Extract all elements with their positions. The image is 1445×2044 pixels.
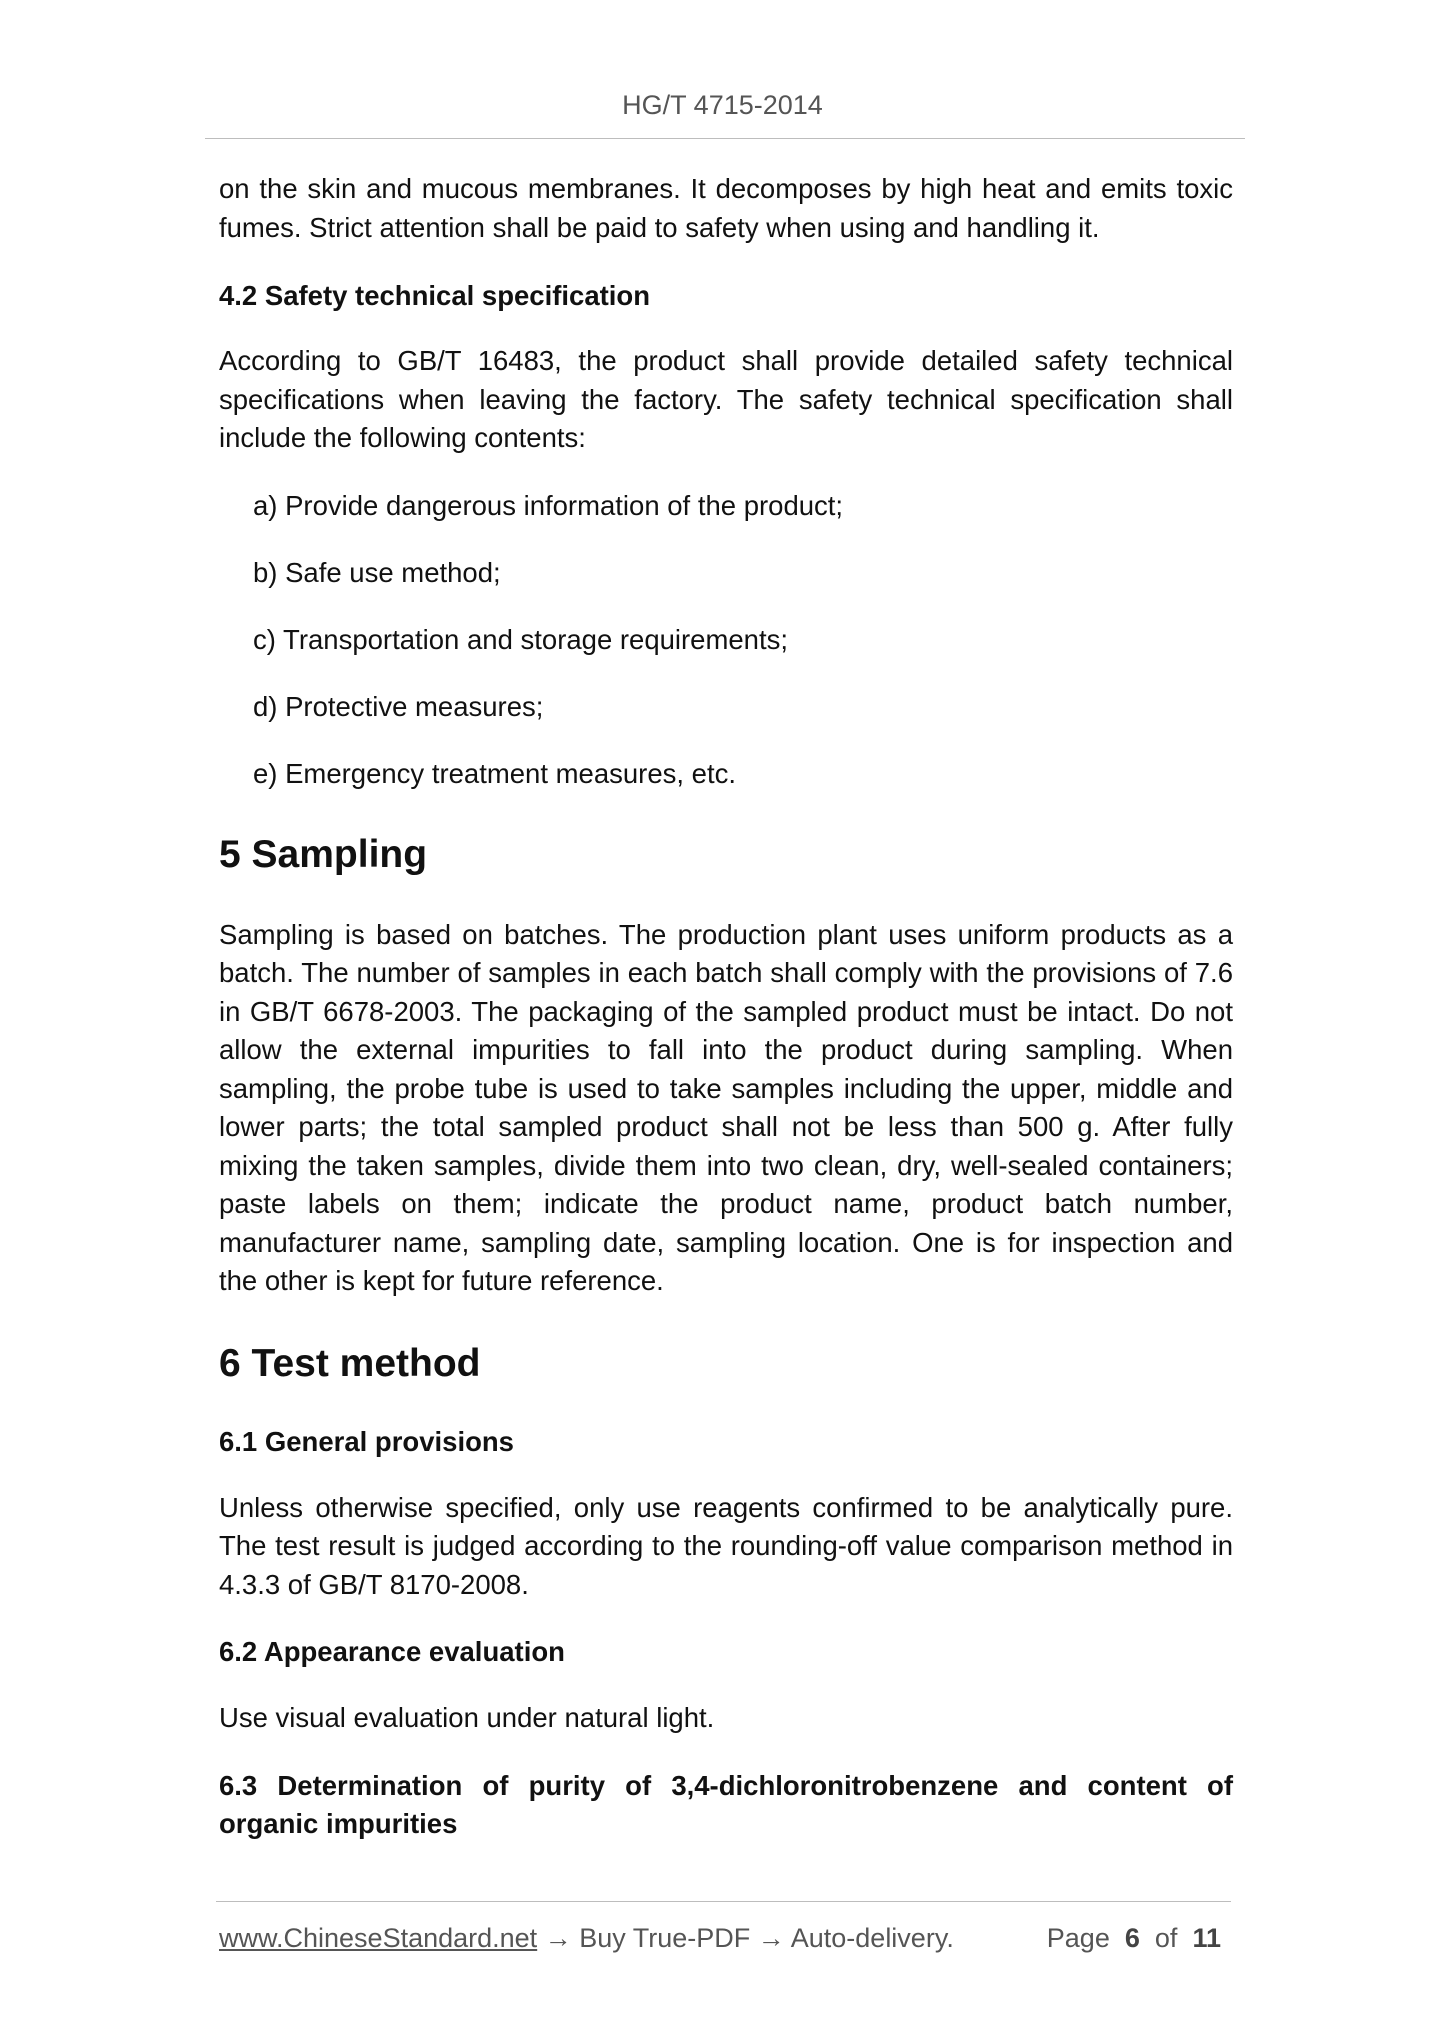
section-6-2-paragraph: Use visual evaluation under natural light. — [219, 1702, 715, 1733]
current-page-number: 6 — [1124, 1923, 1140, 1953]
website-link[interactable]: www.ChineseStandard.net — [219, 1923, 538, 1953]
footer-promo-text: → Buy True-PDF → Auto-delivery. — [537, 1923, 954, 1953]
section-6-2-heading: 6.2 Appearance evaluation — [219, 1636, 565, 1667]
page-footer — [219, 1920, 1229, 1956]
list-item: e) Emergency treatment measures, etc. — [253, 757, 736, 789]
section-4-2-heading: 4.2 Safety technical specification — [219, 280, 651, 311]
page-label: Page — [1046, 1923, 1110, 1953]
page-indicator — [1047, 1920, 1221, 1956]
section-6-3-heading: 6.3 Determination of purity of 3,4-dichloronitrobenzene and content of organic impurities — [219, 1769, 1233, 1839]
page-of-label: of — [1154, 1923, 1178, 1953]
section-5-heading: 5 Sampling — [219, 832, 428, 876]
section-4-2-paragraph: According to GB/T 16483, the product shall provide detailed safety technical specifications when leaving the factory. The safety technical specification shall include the following contents: — [219, 345, 1233, 453]
header-document-id: HG/T 4715-2014 — [622, 90, 823, 120]
document-body — [219, 170, 1233, 1843]
footer-divider — [216, 1901, 1231, 1902]
section-5-paragraph: Sampling is based on batches. The production plant uses uniform products as a batch. The number of samples in each batch shall comply with the provisions of 7.6 in GB/T 6678-2003. The packaging of the sampled product must be intact. Do not allow the external impurities to fall into the product during sampling. When sampling, the probe tube is used to take samples including the upper, middle and lower parts; the total sampled product shall not be less than 500 g. After fully mixing the taken samples, divide them into two clean, dry, well-sealed containers; paste labels on them; indicate the product name, product batch number, manufacturer name, sampling date, sampling location. One is for inspection and the other is kept for future reference. — [219, 918, 1233, 1296]
total-pages-number: 11 — [1192, 1923, 1221, 1953]
list-item: a) Provide dangerous information of the product; — [253, 489, 844, 521]
header-divider — [205, 138, 1245, 139]
section-6-1-paragraph: Unless otherwise specified, only use reagents confirmed to be analytically pure. The test result is judged according to the rounding-off value comparison method in 4.3.3 of GB/T 8170-2008. — [219, 1491, 1233, 1600]
section-6-heading: 6 Test method — [219, 1341, 481, 1385]
list-item: b) Safe use method; — [253, 556, 501, 588]
list-item: c) Transportation and storage requirements; — [253, 623, 789, 655]
intro-paragraph: on the skin and mucous membranes. It decomposes by high heat and emits toxic fumes. Strict attention shall be paid to safety when using and handling it. — [219, 173, 1233, 243]
list-item: d) Protective measures; — [253, 690, 544, 722]
section-6-1-heading: 6.1 General provisions — [219, 1425, 514, 1457]
